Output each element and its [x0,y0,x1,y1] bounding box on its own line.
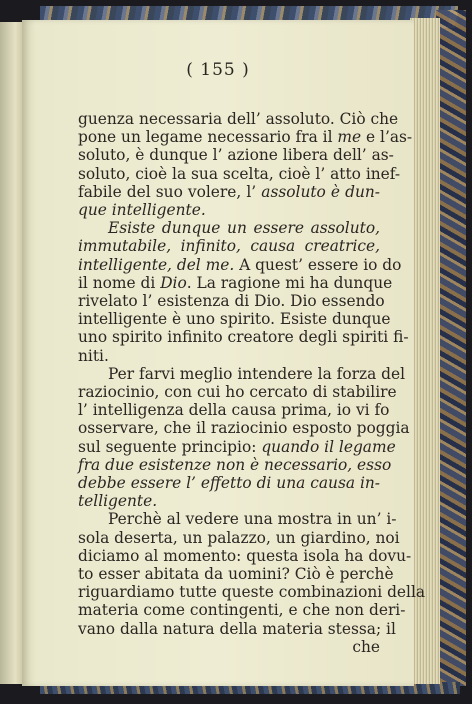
italic-text: debbe essere l’ effetto di una causa in- [78,474,380,493]
text-run: vano dalla natura della materia stessa; il [78,619,396,638]
text-line [78,255,402,274]
text-run: pone un legame necessario fra il [78,128,338,147]
text-line [78,164,401,183]
text-run: intelligente è uno spirito. Esiste dunque [78,310,391,329]
italic-text: Esiste dunque un essere assoluto, [108,219,380,238]
text-run: riguardiamo tutte queste combinazioni della [78,583,426,602]
text-line [78,183,380,201]
text-run: guenza necessaria dell’ assoluto. Ciò che [78,110,399,128]
text-line [78,474,380,492]
text-run: soluto, cioè la sua scelta, cioè l’ atto inef- [78,164,401,183]
text-run: sul seguente principio: [78,437,262,456]
text-line [78,347,380,365]
text-run: sola deserta, un palazzo, un giardino, noi [78,528,400,547]
book-cover-marbled-edge [436,10,466,686]
italic-text: fra due esistenze non è necessario, esso [78,455,392,474]
text-line [78,292,385,311]
text-line [78,364,406,383]
italic-text: me [337,128,362,147]
text-run: osservare, che il raziocinio esposto poggia [78,419,410,438]
text-line [78,219,380,237]
book-page [22,20,426,686]
text-run: materia come contingenti, e che non deri- [78,601,406,620]
text-run: niti. [78,346,109,365]
text-line [78,328,409,347]
text-run: raziocinio, con cui ho cercato di stabilire [78,383,397,402]
text-run: e l’as- [361,128,413,147]
text-line [78,110,399,128]
text-line [78,601,406,620]
text-run: fabile del suo volere, l’ [78,182,262,201]
text-line [78,565,394,584]
text-line [78,128,413,147]
text-run: il nome di [78,273,161,292]
italic-text: telligente. [78,492,158,511]
text-line [78,437,396,456]
text-line [78,619,396,638]
text-line [78,237,380,255]
text-line [78,273,393,292]
text-line [78,546,412,565]
text-run: uno spirito infinito creatore degli spiriti fi- [78,328,409,347]
text-run: . La ragione mi ha dunque [186,273,393,292]
text-line [78,310,391,329]
text-run: diciamo al momento: questa isola ha dovu- [78,546,412,565]
text-line [78,583,426,602]
text-line [78,419,410,438]
italic-text: quando il legame [261,437,396,456]
text-line [78,146,394,165]
body-text [78,110,426,656]
text-line [78,383,397,402]
text-line [78,510,397,529]
italic-text: assoluto è dun- [261,182,381,201]
text-run: rivelato l’ esistenza di Dio. Dio essendo [78,292,385,311]
text-line [78,401,390,420]
italic-text: Dio [160,273,187,292]
text-run: A quest’ essere io do [234,255,402,274]
page-number: ( 155 ) [186,60,250,80]
text-line [78,455,392,474]
italic-text: que intelligente. [78,201,206,220]
text-line [78,201,380,219]
text-run: soluto, è dunque l’ azione libera dell’ as- [78,146,394,165]
text-run: l’ intelligenza della causa prima, io vi fo [78,401,390,420]
italic-text: immutabile, infinito, causa creatrice, [78,237,380,256]
text-run: Perchè al vedere una mostra in un’ i- [108,510,397,529]
facing-page-edge [0,22,22,684]
text-run: Per farvi meglio intendere la forza del [108,364,406,383]
text-run: to esser abitata da uomini? Ciò è perchè [78,565,394,584]
catchword: che [352,637,380,656]
text-line [78,528,400,547]
text-line [78,492,380,510]
italic-text: intelligente, del me. [78,255,235,274]
